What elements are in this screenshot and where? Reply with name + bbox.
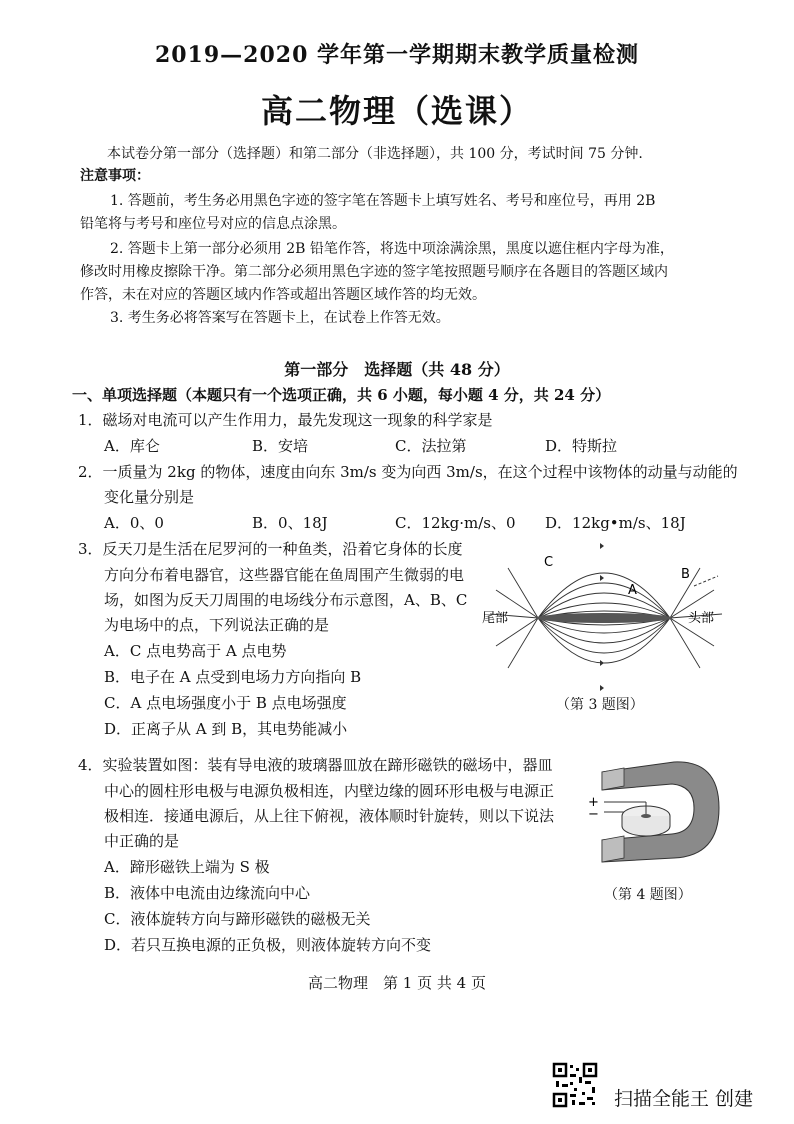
fish-body: [536, 613, 672, 623]
magnet-bottom-face: [602, 836, 624, 862]
q3-option-c: C．A 点电场强度小于 B 点电场强度: [104, 694, 347, 712]
field-arrow: [600, 575, 604, 581]
q4-figure-caption: （第 4 题图）: [604, 887, 692, 903]
q1-option-b: B．安培: [252, 437, 309, 455]
part1-heading: 第一部分 选择题（共 48 分）: [284, 360, 510, 379]
tail-label: 尾部: [482, 611, 509, 626]
q1-option-a: A．库仑: [104, 437, 160, 455]
q3-option-d: D．正离子从 A 到 B，其电势能减小: [104, 720, 348, 738]
q2-option-d: D．12kg•m/s、18J: [545, 514, 686, 532]
note-1-line-1: 1. 答题前，考生务必用黑色字迹的签字笔在答题卡上填写姓名、考号和座位号，再用 2B: [110, 193, 656, 209]
question-4-stem-3: 极相连．接通电源后，从上往下俯视，液体顺时针旋转，则以下说法: [104, 807, 555, 825]
question-2-stem: 2．一质量为 2kg 的物体，速度由向东 3m/s 变为向西 3m/s，在这个过程中该物体的动量与动能的: [78, 463, 738, 481]
point-c-label: C: [544, 555, 554, 570]
exam-title: 2019—2020 学年第一学期期末教学质量检测: [154, 42, 640, 68]
scanner-watermark: 扫描全能王 创建: [614, 1088, 754, 1110]
question-2-stem-2: 变化量分别是: [104, 488, 195, 506]
minus-sign: −: [588, 807, 599, 822]
intro-line: 本试卷分第一部分（选择题）和第二部分（非选择题），共 100 分，考试时间 75 分钟.: [107, 146, 643, 162]
question-4-stem-4: 中正确的是: [104, 832, 180, 850]
plus-sign: +: [588, 795, 599, 810]
note-1-line-2: 铅笔将与考号和座位号对应的信息点涂黑。: [80, 216, 346, 232]
field-arrow: [600, 685, 604, 691]
page-footer: 高二物理 第 1 页 共 4 页: [308, 974, 486, 992]
question-4-stem-1: 4．实验装置如图：装有导电液的玻璃器皿放在蹄形磁铁的磁场中，器皿: [78, 756, 553, 774]
field-line: [508, 618, 538, 668]
point-a-label: A: [628, 583, 637, 598]
field-arrow: [600, 543, 604, 549]
q4-option-b: B．液体中电流由边缘流向中心: [104, 884, 311, 902]
center-electrode: [641, 814, 651, 818]
question-3-stem-3: 场，如图为反天刀周围的电场线分布示意图，A、B、C: [104, 591, 468, 609]
field-line: [538, 618, 670, 653]
field-arrow: [600, 660, 604, 666]
note-2-line-2: 修改时用橡皮擦除干净。第二部分必须用黑色字迹的签字笔按照题号顺序在各题目的答题区域内: [80, 264, 668, 280]
point-b-label: B: [681, 567, 690, 582]
qr-code-icon: [552, 1062, 598, 1108]
q2-option-b: B．0、18J: [252, 514, 328, 532]
q2-option-c: C．12kg·m/s、0: [395, 514, 516, 532]
subject-title: 高二物理（选课）: [260, 92, 533, 130]
note-2-line-3: 作答，未在对应的答题区域内作答或超出答题区域作答的均无效。: [80, 287, 486, 303]
note-2-line-1: 2. 答题卡上第一部分必须用 2B 铅笔作答，将选中项涂满涂黑，黑度以遮住框内字母为准，: [110, 241, 674, 257]
magnet-top-face: [602, 768, 624, 790]
q2-option-a: A．0、0: [104, 514, 164, 532]
q4-magnet-figure: [574, 750, 724, 870]
question-1-stem: 1．磁场对电流可以产生作用力，最先发现这一现象的科学家是: [78, 411, 493, 429]
section-heading: 一、单项选择题（本题只有一个选项正确，共 6 小题，每小题 4 分，共 24 分）: [72, 386, 611, 404]
question-3-stem-1: 3．反天刀是生活在尼罗河的一种鱼类，沿着它身体的长度: [78, 540, 463, 558]
q4-option-c: C．液体旋转方向与蹄形磁铁的磁极无关: [104, 910, 371, 928]
head-label: 头部: [688, 611, 715, 626]
notes-heading: 注意事项：: [80, 168, 150, 184]
question-4-stem-2: 中心的圆柱形电极与电源负极相连，内壁边缘的圆环形电极与电源正: [104, 782, 555, 800]
q1-option-d: D．特斯拉: [545, 437, 618, 455]
question-3-stem-2: 方向分布着电器官，这些器官能在鱼周围产生微弱的电: [104, 566, 465, 584]
dish-side: [622, 816, 670, 836]
field-line: [538, 583, 670, 618]
q3-option-b: B．电子在 A 点受到电场力方向指向 B: [104, 668, 362, 686]
field-line: [508, 568, 538, 618]
b-pointer: [694, 576, 718, 586]
q3-option-a: A．C 点电势高于 A 点电势: [104, 642, 287, 660]
q4-option-d: D．若只互换电源的正负极，则液体旋转方向不变: [104, 936, 432, 954]
q3-field-figure: [478, 538, 730, 706]
q4-option-a: A．蹄形磁铁上端为 S 极: [104, 858, 270, 876]
q3-figure-caption: （第 3 题图）: [556, 697, 644, 713]
question-3-stem-4: 为电场中的点，下列说法正确的是: [104, 616, 330, 634]
note-3-line-1: 3. 考生务必将答案写在答题卡上，在试卷上作答无效。: [110, 310, 450, 326]
q1-option-c: C．法拉第: [395, 437, 467, 455]
